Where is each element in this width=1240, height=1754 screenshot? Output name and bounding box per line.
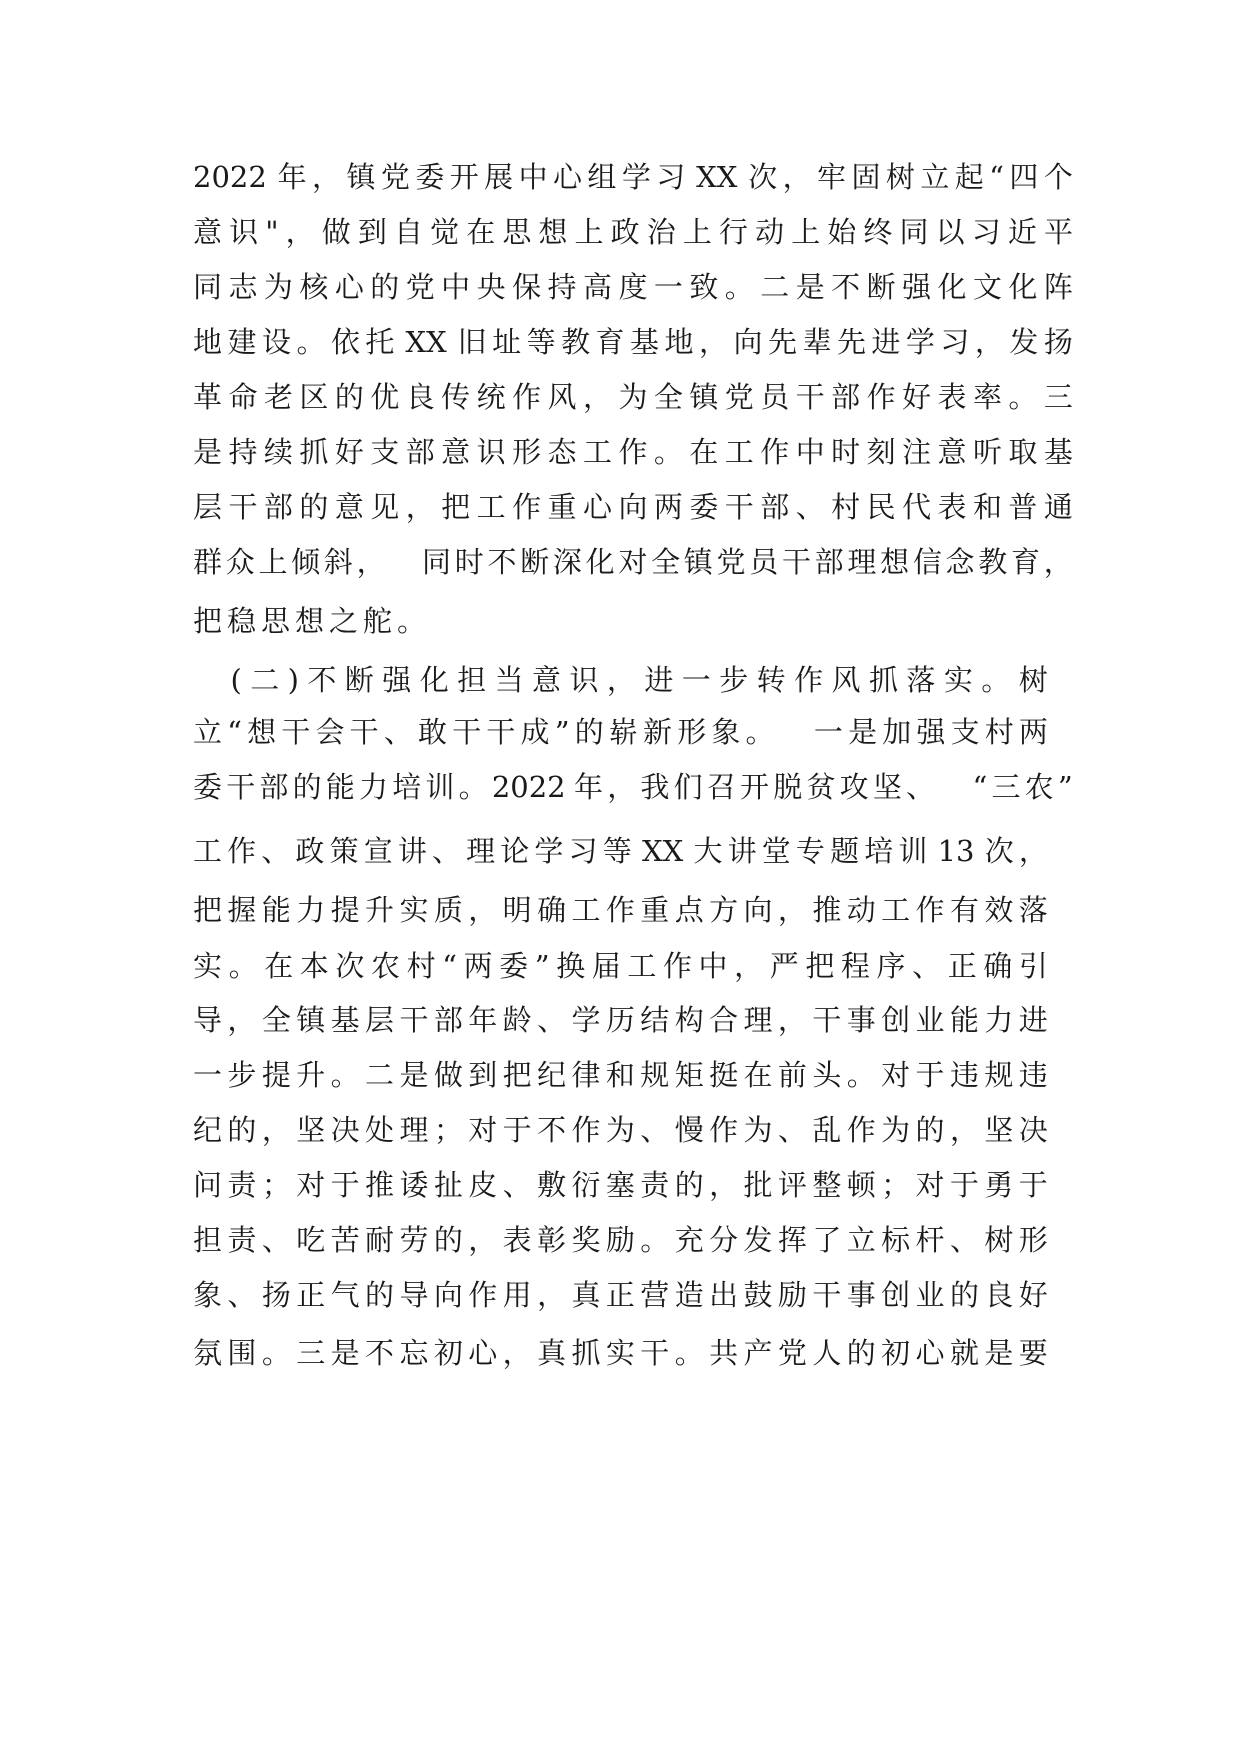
text-line-14: 把 握 能 力 提 升 实 质 ， 明 确 工 作 重 点 方 向 ， 推 动 工 作 有 效 落: [193, 893, 1048, 927]
text-line-22: 氛 围 。 三 是 不 忘 初 心 ， 真 抓 实 干 。 共 产 党 人 的 初 心 就 是 要: [193, 1336, 1048, 1370]
text-line-21: 象 、 扬 正 气 的 导 向 作 用 ， 真 正 营 造 出 鼓 励 干 事 创 业 的 良 好: [193, 1278, 1048, 1312]
text-line-12: 委 干 部 的 能 力 培 训 。 2022 年 ， 我 们 召 开 脱 贫 攻 坚 、 “ 三 农 ”: [193, 770, 1073, 804]
text-line-4: 地 建 设 。 依 托 XX 旧 址 等 教 育 基 地 ， 向 先 辈 先 进 学 习 ， 发 扬: [193, 325, 1073, 359]
text-line-16: 导 ， 全 镇 基 层 干 部 年 龄 、 学 历 结 构 合 理 ， 干 事 创 业 能 力 进: [193, 1003, 1048, 1037]
text-line-11: 立 “ 想 干 会 干 、 敢 干 干 成 ” 的 崭 新 形 象 。 一 是 加 强 支 村 两: [193, 715, 1048, 749]
text-line-15: 实 。 在 本 次 农 村 “ 两 委 ” 换 届 工 作 中 ， 严 把 程 序 、 正 确 引: [193, 949, 1048, 983]
text-line-10: ( 二 ) 不 断 强 化 担 当 意 识 ， 进 一 步 转 作 风 抓 落 实 。 树: [230, 663, 1048, 697]
text-line-5: 革 命 老 区 的 优 良 传 统 作 风 ， 为 全 镇 党 员 干 部 作 好 表 率 。 三: [193, 380, 1073, 414]
text-line-1: 2022 年 ， 镇 党 委 开 展 中 心 组 学 习 XX 次 ， 牢 固 树 立 起 “ 四 个: [193, 160, 1073, 194]
text-line-6: 是 持 续 抓 好 支 部 意 识 形 态 工 作 。 在 工 作 中 时 刻 注 意 听 取 基: [193, 435, 1073, 469]
text-line-8: 群 众 上 倾 斜 ， 同 时 不 断 深 化 对 全 镇 党 员 干 部 理 想 信 念 教 育 ，: [193, 545, 1073, 579]
text-line-13: 工 作 、 政 策 宣 讲 、 理 论 学 习 等 XX 大 讲 堂 专 题 培 训 13 次 ，: [193, 834, 1048, 868]
text-line-18: 纪 的 ， 坚 决 处 理 ； 对 于 不 作 为 、 慢 作 为 、 乱 作 为 的 ， 坚 决: [193, 1113, 1048, 1147]
text-line-7: 层 干 部 的 意 见 ， 把 工 作 重 心 向 两 委 干 部 、 村 民 代 表 和 普 通: [193, 490, 1073, 524]
text-line-17: 一 步 提 升 。 二 是 做 到 把 纪 律 和 规 矩 挺 在 前 头 。 对 于 违 规 违: [193, 1058, 1048, 1092]
text-line-9: 把稳思想之舵。: [193, 604, 432, 638]
text-line-2: 意 识 " ， 做 到 自 觉 在 思 想 上 政 治 上 行 动 上 始 终 同 以 习 近 平: [193, 215, 1073, 249]
text-line-20: 担 责 、 吃 苦 耐 劳 的 ， 表 彰 奖 励 。 充 分 发 挥 了 立 标 杆 、 树 形: [193, 1223, 1048, 1257]
text-line-3: 同 志 为 核 心 的 党 中 央 保 持 高 度 一 致 。 二 是 不 断 强 化 文 化 阵: [193, 270, 1073, 304]
text-line-19: 问 责 ； 对 于 推 诿 扯 皮 、 敷 衍 塞 责 的 ， 批 评 整 顿 ； 对 于 勇 于: [193, 1168, 1048, 1202]
